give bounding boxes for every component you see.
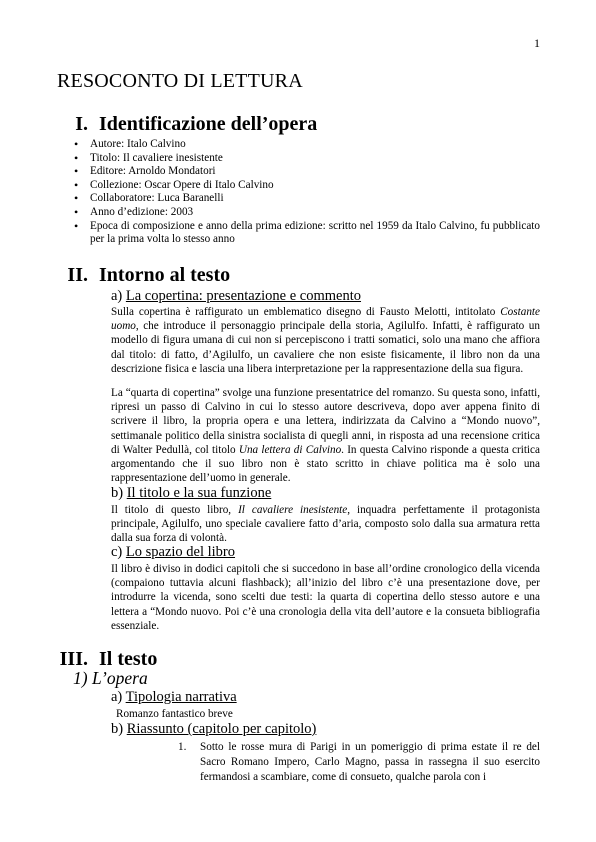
page-number: 1 — [534, 36, 540, 50]
subsection-title: Riassunto (capitolo per capitolo) — [126, 721, 317, 737]
section-number: I. — [75, 113, 88, 135]
paragraph-spazio: Il libro è diviso in dodici capitoli che si succedono in base all’ordine cronologico della vicenda (compaiono tuttavia alcuni flashback); all’inizio del libro c’è una presentazione dove, per introdurre la vicenda, sono scelti due testi: la quarta di copertina dello stesso autore e una lettera a “Mondo nuovo. Poi c’è una cronologia della vita dell’autore e la consueta bibliografia essenziale. — [111, 563, 540, 632]
text-run: . In questa Calvino risponde a questa critica argomentando che il suo libro non è stato scritto in chiave politica ma è solo una rappresentazione dell’uomo in generale. — [111, 443, 540, 485]
section-title: Intorno al testo — [99, 264, 231, 286]
text-run: La “quarta di copertina” svolge una funzione presentatrice del romanzo. Su questa sono, infatti, ripresi un passo di Calvino in cui lo stesso autore descriveva, dopo aver appena finito di scrivere il libro, la propria opera e una lettera, indirizzata da Calvino a “Mondo nuovo”, settimanale politico della sinistra socialista di quegli anni, in risposta ad una recensione critica di Walter Pedullà, col titolo — [111, 387, 540, 456]
subsection-heading-riassunto — [111, 721, 316, 738]
list-item: • Titolo: Il cavaliere inesistente — [74, 152, 540, 166]
section-heading-intorno-al-testo — [64, 264, 230, 287]
paragraph-copertina-2 — [111, 386, 540, 485]
subsection-title: Tipologia narrativa — [125, 689, 237, 705]
subsection-letter: a) — [111, 689, 123, 705]
tipologia-text: Romanzo fantastico breve — [116, 708, 233, 720]
subsection-letter: b) — [111, 485, 124, 501]
subsection-title: Il titolo e la sua funzione — [126, 485, 272, 501]
list-item: • Collaboratore: Luca Baranelli — [74, 192, 540, 206]
book-title: Il cavaliere inesistente — [238, 504, 348, 516]
section-title: Il testo — [99, 648, 158, 670]
section-number: II. — [67, 264, 88, 286]
text-run: , inquadra perfettamente il protagonista principale, Agilulfo, uno speciale cavaliere fatto d’aria, composto solo dalla sua armatura retta dalla sua forza di volontà. — [111, 504, 540, 545]
item-text: Sotto le rosse mura di Parigi in un pomeriggio di prima estate il re del Sacro Romano Impero, Carlo Magno, passa in rassegna il suo esercito fermandosi a scambiare, come di consueto, qualche parola con i — [200, 741, 540, 783]
section-title: Identificazione dell’opera — [99, 113, 318, 135]
bibliographic-list — [74, 138, 540, 247]
chapter-summary-item — [178, 740, 540, 784]
subsection-heading-spazio — [111, 544, 235, 561]
letter-title: Una lettera di Calvino — [238, 443, 342, 456]
list-item: • Collezione: Oscar Opere di Italo Calvino — [74, 179, 540, 193]
list-item: • Autore: Italo Calvino — [74, 138, 540, 152]
paragraph-titolo — [111, 503, 540, 546]
subsection-letter: c) — [111, 544, 123, 560]
subsection-heading-titolo — [111, 485, 271, 502]
text-run: Sulla copertina è raffigurato un emblematico disegno di Fausto Melotti, intitolato — [111, 306, 501, 318]
subsection-title: La copertina: presentazione e commento — [125, 288, 362, 304]
list-item: • Editore: Arnoldo Mondatori — [74, 165, 540, 179]
subsection-heading-tipologia — [111, 689, 237, 706]
subheading-opera: 1) L’opera — [73, 668, 148, 688]
text-run: Il titolo di questo libro, — [111, 504, 239, 516]
paragraph-copertina-1 — [111, 305, 540, 376]
text-run: , che introduce il personaggio principale della storia, Agilulfo. Infatti, è raffigurato un modello di figura umana di cui non si percepiscono i tratti somatici, solo una mano che affiora dal titolo: di fatto, d’Agilulfo, un cavaliere che non esiste fisicamente, il libro non da una descrizione fisica e lascia una libera interpretazione per la rappresentazione della sua figura. — [111, 320, 540, 375]
list-item: • Anno d’edizione: 2003 — [74, 206, 540, 220]
subsection-letter: a) — [111, 288, 123, 304]
list-item: • Epoca di composizione e anno della prima edizione: scritto nel 1959 da Italo Calvino, fu pubblicato per la prima volta lo stesso anno — [74, 220, 540, 247]
artwork-title: Costante uomo — [111, 306, 540, 333]
subsection-title: Lo spazio del libro — [125, 544, 236, 560]
section-heading-identificazione — [64, 113, 317, 136]
subsection-heading-copertina — [111, 288, 361, 305]
document-title: RESOCONTO DI LETTURA — [57, 70, 303, 92]
section-number: III. — [59, 648, 88, 670]
item-number: 1. — [178, 741, 187, 753]
subsection-letter: b) — [111, 721, 124, 737]
